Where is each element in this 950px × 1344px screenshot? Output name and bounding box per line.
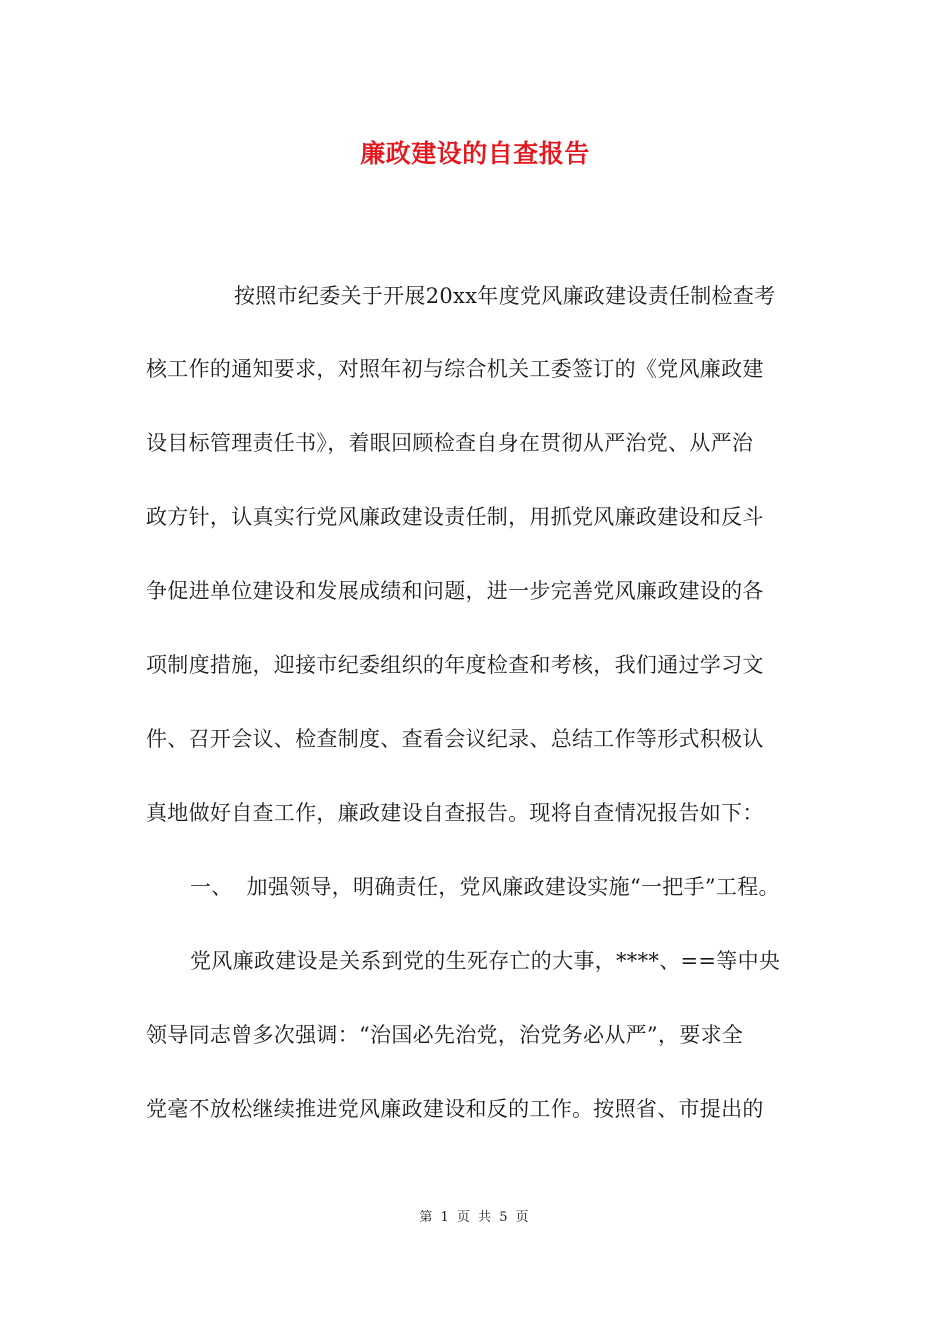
paragraph-line: 政方针，认真实行党风廉政建设责任制，用抓党风廉政建设和反斗 (146, 505, 764, 529)
page-number-footer: 第 1 页 共 5 页 (419, 1210, 531, 1225)
paragraph-line: 设目标管理责任书》，着眼回顾检查自身在贯彻从严治党、从严治 (146, 431, 754, 455)
paragraph-line: 件、召开会议、检查制度、查看会议纪录、总结工作等形式积极认 (146, 727, 764, 751)
paragraph-line: 争促进单位建设和发展成绩和问题，进一步完善党风廉政建设的各 (146, 579, 764, 603)
paragraph-line: 党风廉政建设是关系到党的生死存亡的大事，****、==等中央 (190, 949, 781, 973)
paragraph-line: 项制度措施，迎接市纪委组织的年度检查和考核，我们通过学习文 (146, 653, 764, 677)
section-heading: 一、 加强领导，明确责任，党风廉政建设实施“一把手”工程。 (190, 875, 780, 899)
paragraph-line: 核工作的通知要求，对照年初与综合机关工委签订的《党风廉政建 (146, 357, 764, 381)
document-title: 廉政建设的自查报告 (360, 139, 590, 168)
paragraph-line: 按照市纪委关于开展20xx年度党风廉政建设责任制检查考 (234, 284, 776, 308)
paragraph-line: 党毫不放松继续推进党风廉政建设和反的工作。按照省、市提出的 (146, 1097, 764, 1121)
paragraph-line: 真地做好自查工作，廉政建设自查报告。现将自查情况报告如下： (146, 801, 764, 825)
paragraph-line: 领导同志曾多次强调：“治国必先治党，治党务必从严”，要求全 (146, 1023, 744, 1047)
